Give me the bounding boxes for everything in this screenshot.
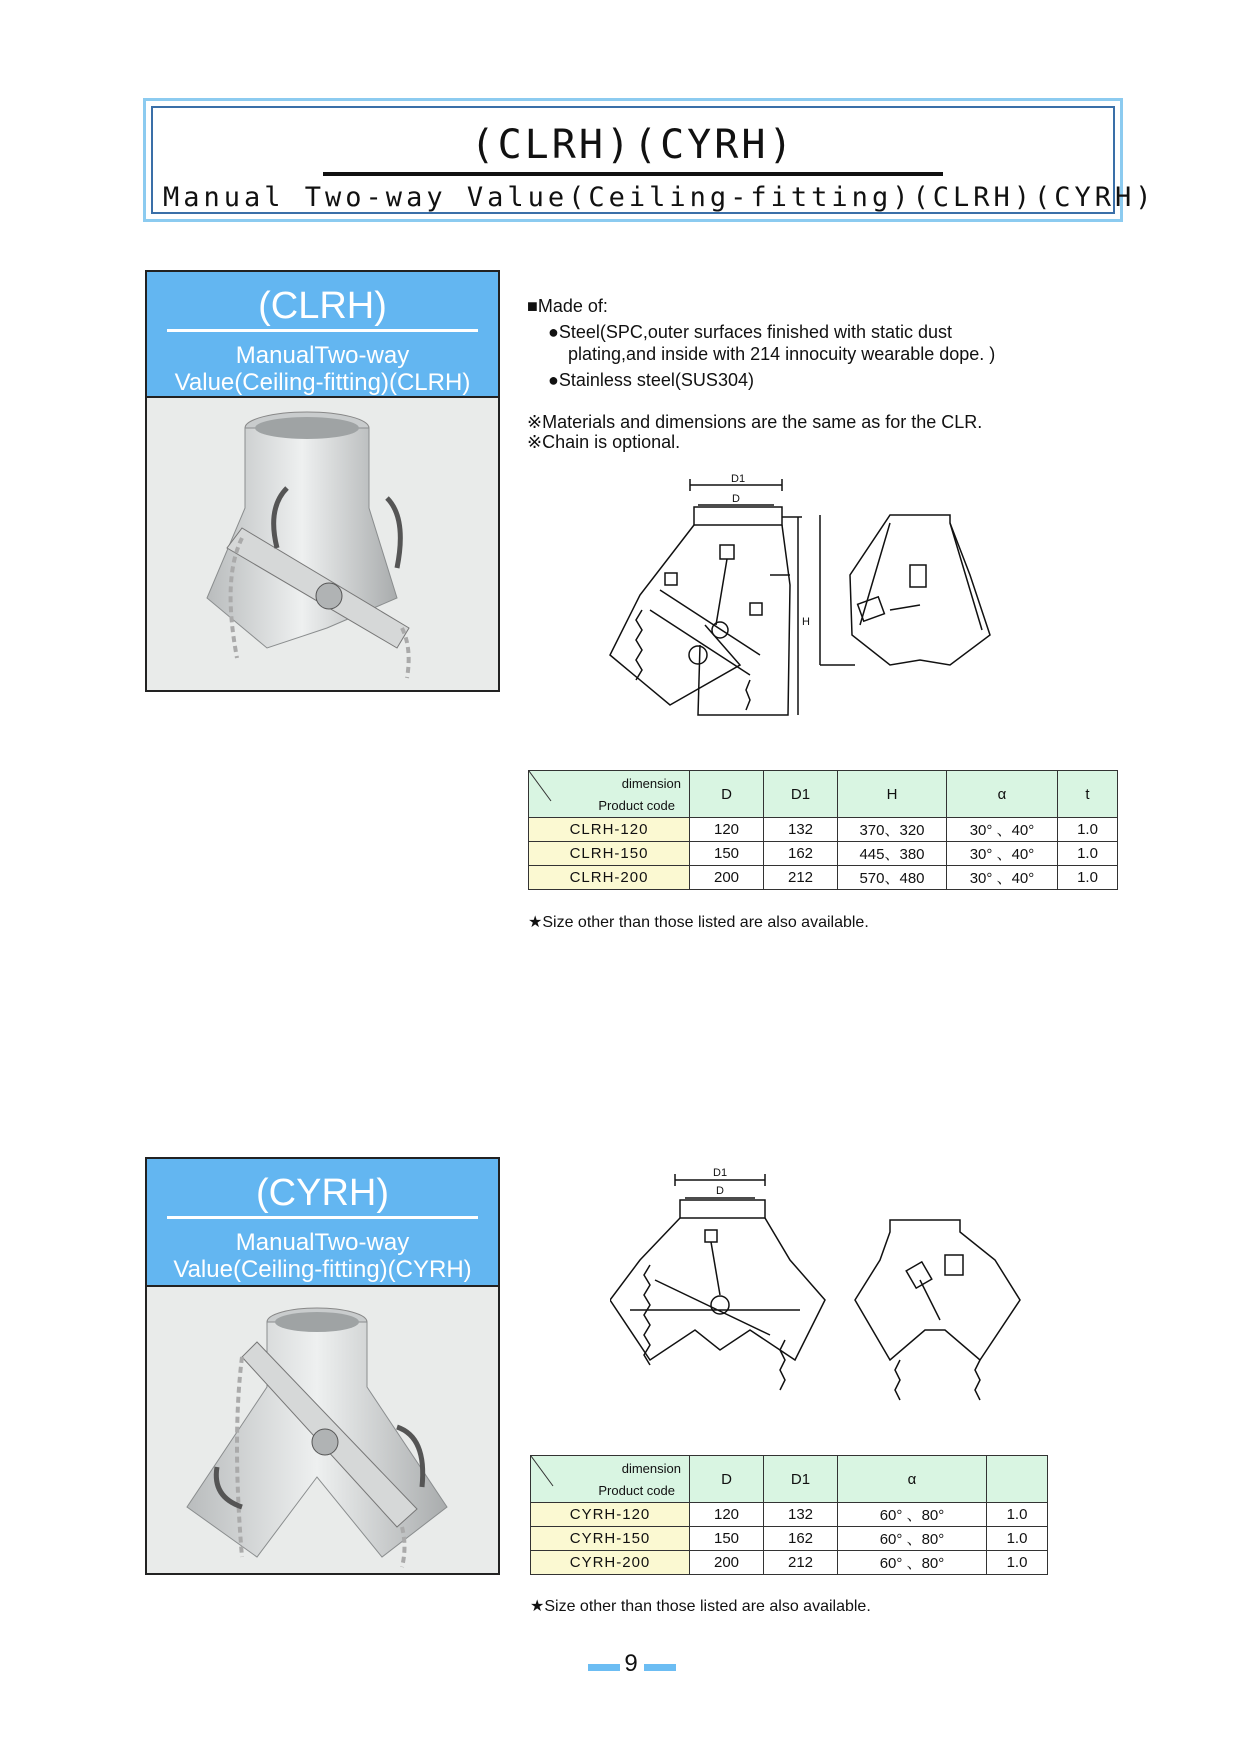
page-number-bar-left	[588, 1664, 620, 1671]
dot-bullet-icon: ●	[548, 370, 559, 390]
table-header	[987, 1456, 1048, 1503]
table-header: t	[1058, 771, 1118, 818]
table-row: CYRH-150 150 162 60° 、80° 1.0	[531, 1527, 1048, 1551]
clrh-name-line1: ManualTwo-way	[235, 342, 410, 369]
clrh-label-h: H	[802, 616, 810, 628]
header-box	[143, 98, 1156, 222]
material-steel: ●Steel(SPC,outer surfaces finished with static dust	[548, 322, 953, 342]
table-header: α	[947, 771, 1058, 818]
page-number: 9	[624, 1650, 638, 1677]
clrh-footnote: ★Size other than those listed are also available.	[528, 914, 869, 931]
table-row: CLRH-150 150 162 445、380 30° 、40° 1.0	[529, 842, 1118, 866]
cyrh-label-d1: D1	[713, 1167, 728, 1179]
table-header: D	[690, 771, 764, 818]
made-of-heading: ■Made of:	[527, 296, 608, 316]
material-steel-cont: plating,and inside with 214 innocuity wearable dope. )	[568, 344, 996, 364]
clrh-code: (CLRH)	[258, 285, 387, 327]
title-underline	[323, 172, 943, 176]
cyrh-label-d: D	[716, 1185, 724, 1197]
table-header: D1	[764, 1456, 838, 1503]
clrh-name-line2: Value(Ceiling-fitting)(CLRH)	[174, 369, 471, 396]
cyrh-code: (CYRH)	[256, 1172, 389, 1214]
dot-bullet-icon: ●	[548, 322, 559, 342]
square-bullet-icon: ■	[527, 296, 538, 316]
table-header: D	[690, 1456, 764, 1503]
table-header: D1	[764, 771, 838, 818]
table-row: CLRH-120 120 132 370、320 30° 、40° 1.0	[529, 818, 1118, 842]
table-row: CYRH-120 120 132 60° 、80° 1.0	[531, 1503, 1048, 1527]
cyrh-technical-drawing	[610, 1160, 1040, 1430]
page-number-bar-right	[644, 1664, 676, 1671]
cyrh-card	[145, 1157, 500, 1575]
cyrh-photo	[147, 1287, 498, 1573]
clrh-technical-drawing	[590, 465, 1040, 735]
table-header: H	[838, 771, 947, 818]
table-row: CYRH-200 200 212 60° 、80° 1.0	[531, 1551, 1048, 1575]
clrh-label-d1: D1	[731, 473, 746, 485]
material-stainless: ●Stainless steel(SUS304)	[548, 370, 754, 390]
clrh-dimension-table	[528, 770, 1118, 890]
cyrh-dimension-table	[530, 1455, 1048, 1575]
table-corner-cell: dimension Product code	[529, 771, 690, 818]
table-row: CLRH-200 200 212 570、480 30° 、40° 1.0	[529, 866, 1118, 890]
clrh-note-chain: ※Chain is optional.	[527, 432, 681, 452]
clrh-card	[145, 270, 500, 692]
clrh-photo	[147, 398, 498, 690]
page-subtitle: Manual Two-way Value(Ceiling-fitting)(CLRH)(CYRH)	[163, 182, 1156, 213]
table-header: α	[838, 1456, 987, 1503]
cyrh-footnote: ★Size other than those listed are also available.	[530, 1598, 871, 1615]
cyrh-name-line1: ManualTwo-way	[235, 1229, 410, 1256]
clrh-label-d: D	[732, 493, 740, 505]
clrh-note-materials: ※Materials and dimensions are the same as for the CLR.	[527, 412, 983, 432]
page-title: (CLRH)(CYRH)	[470, 122, 796, 168]
cyrh-name-line2: Value(Ceiling-fitting)(CYRH)	[173, 1256, 472, 1283]
table-corner-cell: dimension Product code	[531, 1456, 690, 1503]
